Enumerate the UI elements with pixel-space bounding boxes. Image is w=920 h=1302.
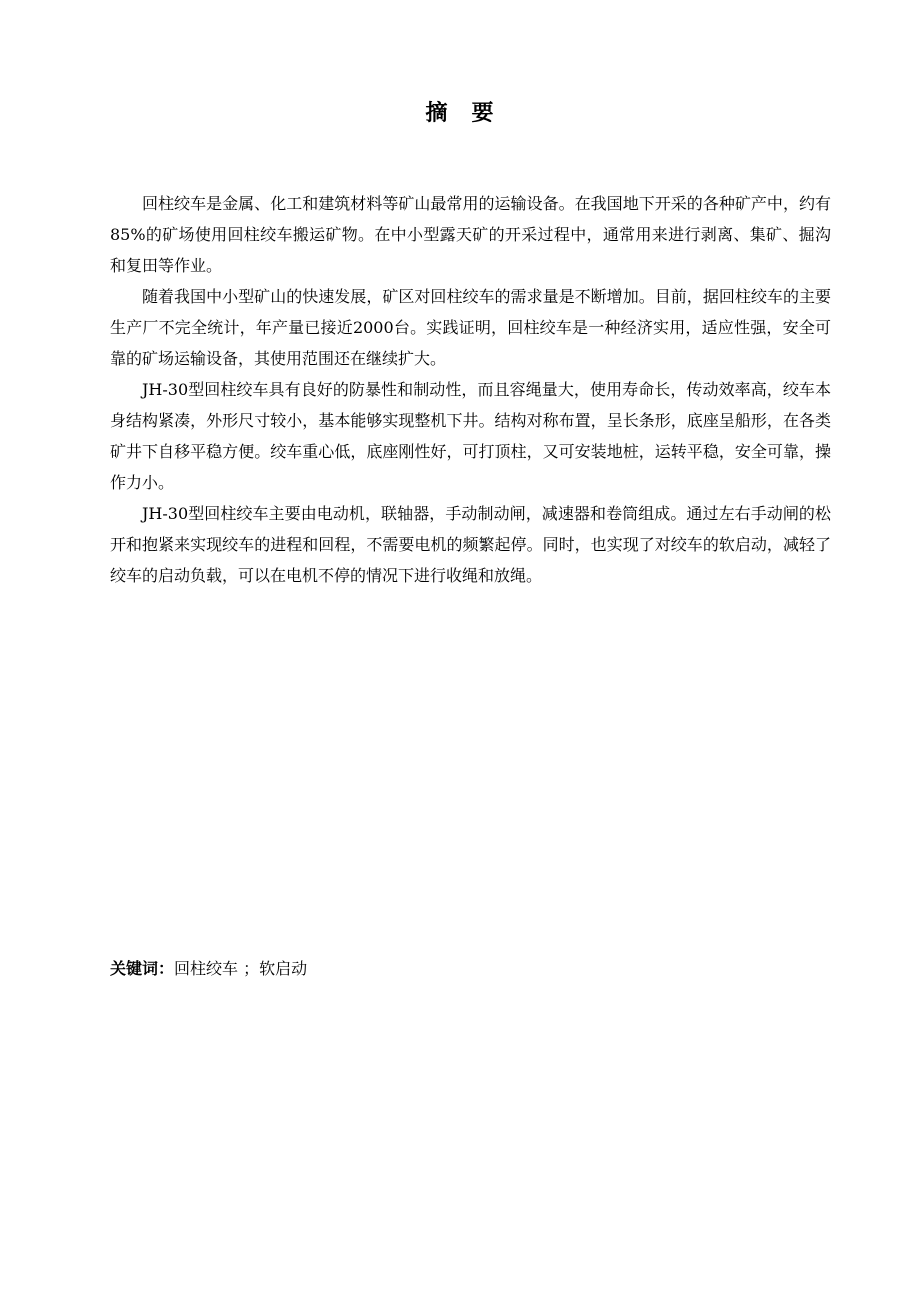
abstract-paragraph-3: JH-30型回柱绞车具有良好的防暴性和制动性，而且容绳量大，使用寿命长，传动效率高，绞车本身结构紧凑，外形尺寸较小，基本能够实现整机下井。结构对称布置，呈长条形，底座呈船形，在各类矿井下自移平稳方便。绞车重心低，底座刚性好，可打顶柱，又可安装地桩，运转平稳，安全可靠，操作力小。	[110, 380, 831, 492]
abstract-paragraph-4: JH-30型回柱绞车主要由电动机，联轴器，手动制动闸，减速器和卷筒组成。通过左右手动闸的松开和抱紧来实现绞车的进程和回程，不需要电机的频繁起停。同时，也实现了对绞车的软启动，减轻了绞车的启动负载，可以在电机不停的情况下进行收绳和放绳。	[110, 504, 831, 585]
abstract-title: 摘 要	[425, 101, 495, 126]
keywords-value: 回柱绞车 ；软启动	[174, 959, 308, 978]
keywords-line	[110, 956, 307, 982]
abstract-body	[110, 188, 831, 591]
abstract-paragraph-1: 回柱绞车是金属、化工和建筑材料等矿山最常用的运输设备。在我国地下开采的各种矿产中，约有85%的矿场使用回柱绞车搬运矿物。在中小型露天矿的开采过程中，通常用来进行剥离、集矿、掘沟和复田等作业。	[110, 194, 831, 275]
keywords-label: 关键词：	[110, 959, 175, 978]
abstract-paragraph-2: 随着我国中小型矿山的快速发展，矿区对回柱绞车的需求量是不断增加。目前，据回柱绞车的主要生产厂不完全统计，年产量已接近2000台。实践证明，回柱绞车是一种经济实用，适应性强，安全可靠的矿场运输设备，其使用范围还在继续扩大。	[110, 287, 831, 368]
